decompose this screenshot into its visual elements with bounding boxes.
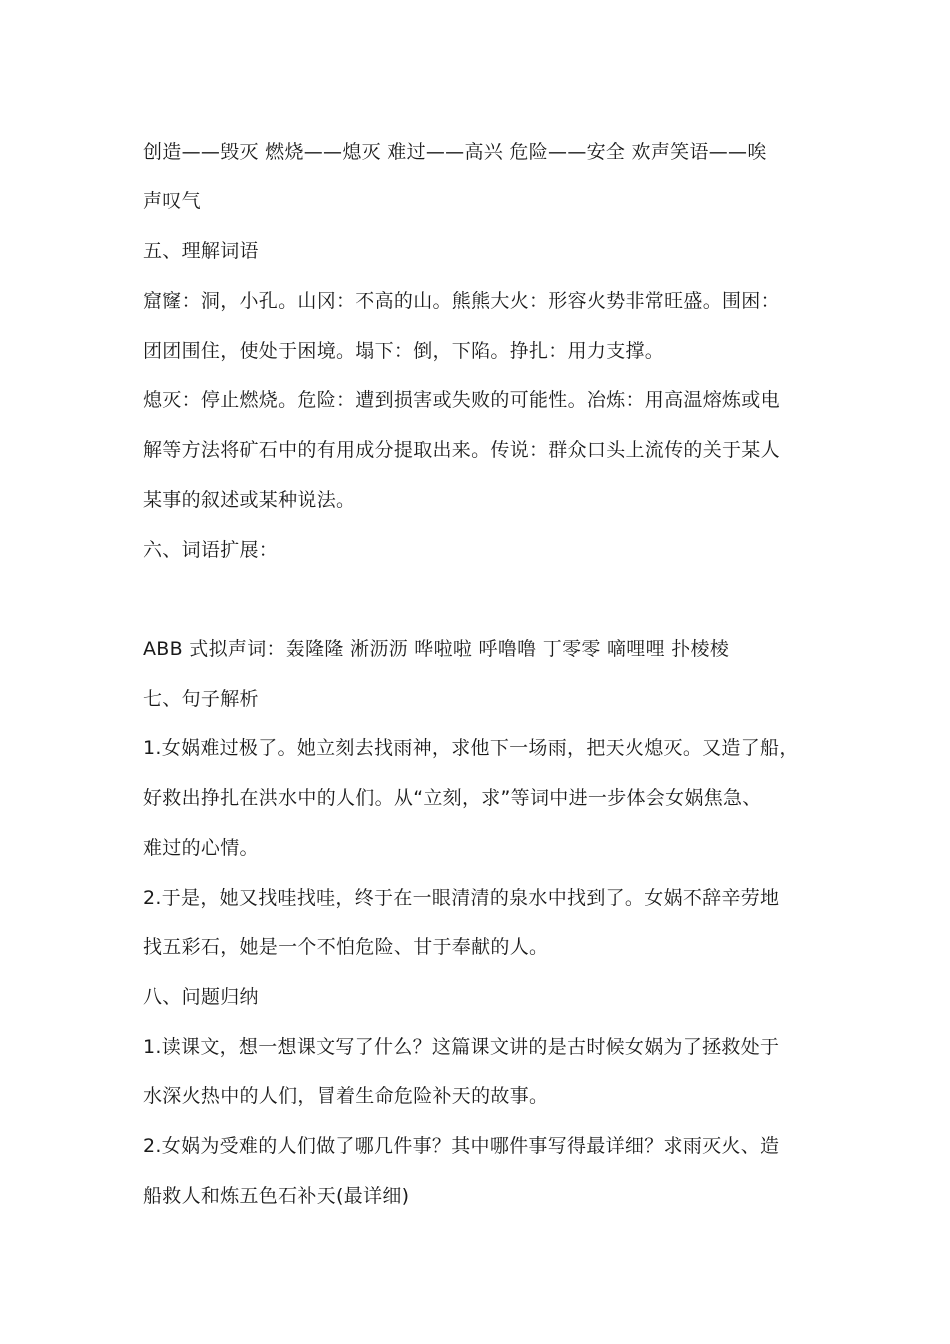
text-line-vocab-2: 团团围住，使处于困境。塌下：倒，下陷。挣扎：用力支撑。 [143,340,665,362]
text-line-question-1a: 1.读课文，想一想课文写了什么？这篇课文讲的是古时候女娲为了拯救处于 [143,1036,780,1058]
text-line-sentence-2a: 2.于是，她又找哇找哇，终于在一眼清清的泉水中找到了。女娲不辞辛劳地 [143,887,780,909]
section-heading-8: 八、问题归纳 [143,986,259,1008]
text-line-vocab-1: 窟窿：洞，小孔。山冈：不高的山。熊熊大火：形容火势非常旺盛。围困： [143,290,780,312]
text-line-abb-words: ABB 式拟声词：轰隆隆 淅沥沥 哗啦啦 呼噜噜 丁零零 嘀哩哩 扑棱棱 [143,638,730,660]
text-line-sentence-1b: 好救出挣扎在洪水中的人们。从“立刻，求”等词中进一步体会女娲焦急、 [143,787,762,809]
section-heading-6: 六、词语扩展： [143,539,279,561]
text-line-question-2a: 2.女娲为受难的人们做了哪几件事？其中哪件事写得最详细？求雨灭火、造 [143,1135,780,1157]
text-line-question-2b: 船救人和炼五色石补天(最详细) [143,1185,410,1207]
text-line-question-1b: 水深火热中的人们，冒着生命危险补天的故事。 [143,1085,549,1107]
text-line-vocab-5: 某事的叙述或某种说法。 [143,489,356,511]
text-line-antonyms-2: 声叹气 [143,190,201,212]
text-line-vocab-4: 解等方法将矿石中的有用成分提取出来。传说：群众口头上流传的关于某人 [143,439,780,461]
text-line-sentence-1c: 难过的心情。 [143,837,259,859]
section-heading-5: 五、理解词语 [143,240,259,262]
text-line-antonyms-1: 创造——毁灭 燃烧——熄灭 难过——高兴 危险——安全 欢声笑语——唉 [143,141,767,163]
text-line-vocab-3: 熄灭：停止燃烧。危险：遭到损害或失败的可能性。冶炼：用高温熔炼或电 [143,389,780,411]
section-heading-7: 七、句子解析 [143,688,259,710]
text-line-sentence-1a: 1.女娲难过极了。她立刻去找雨神，求他下一场雨，把天火熄灭。又造了船， [143,737,799,759]
text-line-sentence-2b: 找五彩石，她是一个不怕危险、甘于奉献的人。 [143,936,549,958]
